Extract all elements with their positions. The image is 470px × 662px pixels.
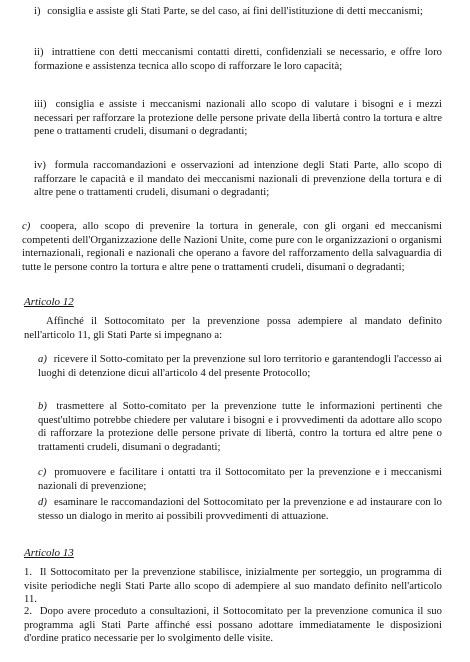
item-text: consiglia e assiste gli Stati Parte, se del caso, ai fini dell'istituzione di detti meccanismi;: [47, 6, 423, 17]
item-label: ii): [34, 47, 44, 58]
item-text: ricevere il Sotto-comitato per la prevenzione sul loro territorio e garantendogli l'accesso ai luoghi di detenzione dicui all'articolo 4 del presente Protocollo;: [38, 354, 443, 379]
item-label: b): [38, 401, 47, 412]
item-label: 2.: [24, 606, 33, 617]
item-label: iv): [34, 160, 46, 171]
item-i: [34, 5, 442, 19]
article-13-heading: Articolo 13: [24, 547, 74, 559]
article-12-heading: Articolo 12: [24, 296, 74, 308]
item-text: Dopo avere proceduto a consultazioni, il Sottocomitato per la prevenzione comunica il suo programma agli Stati Parte affinché essi possano adottare immediatamente le disposizioni d'ordine pratico necessarie per lo svolgimento delle visite.: [24, 606, 442, 645]
item-text: formula raccomandazioni e osservazioni ad intenzione degli Stati Parte, allo scopo di rafforzare le capacità e il mandato dei meccanismi nazionali di prevenzione della tortura e di altre pene o trattamenti crudeli, disumani o degradanti;: [34, 160, 442, 199]
article-12-item-a: [38, 353, 442, 380]
item-text: trasmettere al Sotto-comitato per la prevenzione tutte le informazioni pertinenti che quest'ultimo potrebbe chiedere per valutare i bisogni e i provvedimenti da adottare allo scopo di rafforzare la protezione delle persone private di libertà, contro la tortura ed altre pene o trattamenti crudeli, disumani o degradanti;: [38, 401, 443, 453]
item-label: a): [38, 354, 47, 365]
article-13-item-1: [24, 566, 442, 607]
article-12-item-b: [38, 400, 442, 454]
article-12-intro-text: Affinché il Sottocomitato per la prevenzione possa adempiere al mandato definito nell'articolo 11, gli Stati Parte si impegnano a:: [24, 316, 442, 341]
article-12-item-c: [38, 466, 442, 493]
article-12-intro: [24, 315, 442, 342]
item-ii: [34, 46, 442, 73]
item-label: 1.: [24, 567, 33, 578]
item-c: [22, 220, 442, 274]
item-label: c): [22, 221, 31, 232]
item-text: esaminare le raccomandazioni del Sottocomitato per la prevenzione e ad instaurare con lo stesso un dialogo in merito ai possibili provvedimenti di attuazione.: [38, 497, 443, 522]
item-iv: [34, 159, 442, 200]
item-label: iii): [34, 99, 47, 110]
item-text: coopera, allo scopo di prevenire la tortura in generale, con gli organi ed meccanismi competenti dell'Organizzazione delle Nazioni Unite, come pure con le organizzazioni o organismi internazionali, regionali e nazionali che operano a favore del rafforzamento della salvaguardia di tutte le persone contro la tortura e altre pene o trattamenti crudeli, disumani o degradanti;: [22, 221, 442, 273]
item-text: promuovere e facilitare i ontatti tra il Sottocomitato per la prevenzione e i meccanismi nazionali di prevenzione;: [38, 467, 443, 492]
article-13-item-2: [24, 605, 442, 646]
item-iii: [34, 98, 442, 139]
item-text: consiglia e assiste i meccanismi nazionali allo scopo di valutare i bisogni e i mezzi necessari per rafforzare la protezione delle persone private della libertà contro la tortura e altre pene o trattamenti crudeli, disumani o degradanti;: [34, 99, 442, 138]
item-label: d): [38, 497, 47, 508]
article-12-item-d: [38, 496, 442, 523]
item-text: intrattiene con detti meccanismi contatti diretti, confidenziali se necessario, e offre loro formazione e assistenza tecnica allo scopo di rafforzare le loro capacità;: [34, 47, 442, 72]
item-label: c): [38, 467, 47, 478]
item-text: Il Sottocomitato per la prevenzione stabilisce, inizialmente per sorteggio, un programma di visite periodiche negli Stati Parte allo scopo di adempiere al suo mandato definito nell'articolo 11.: [24, 567, 442, 606]
item-label: i): [34, 6, 41, 17]
